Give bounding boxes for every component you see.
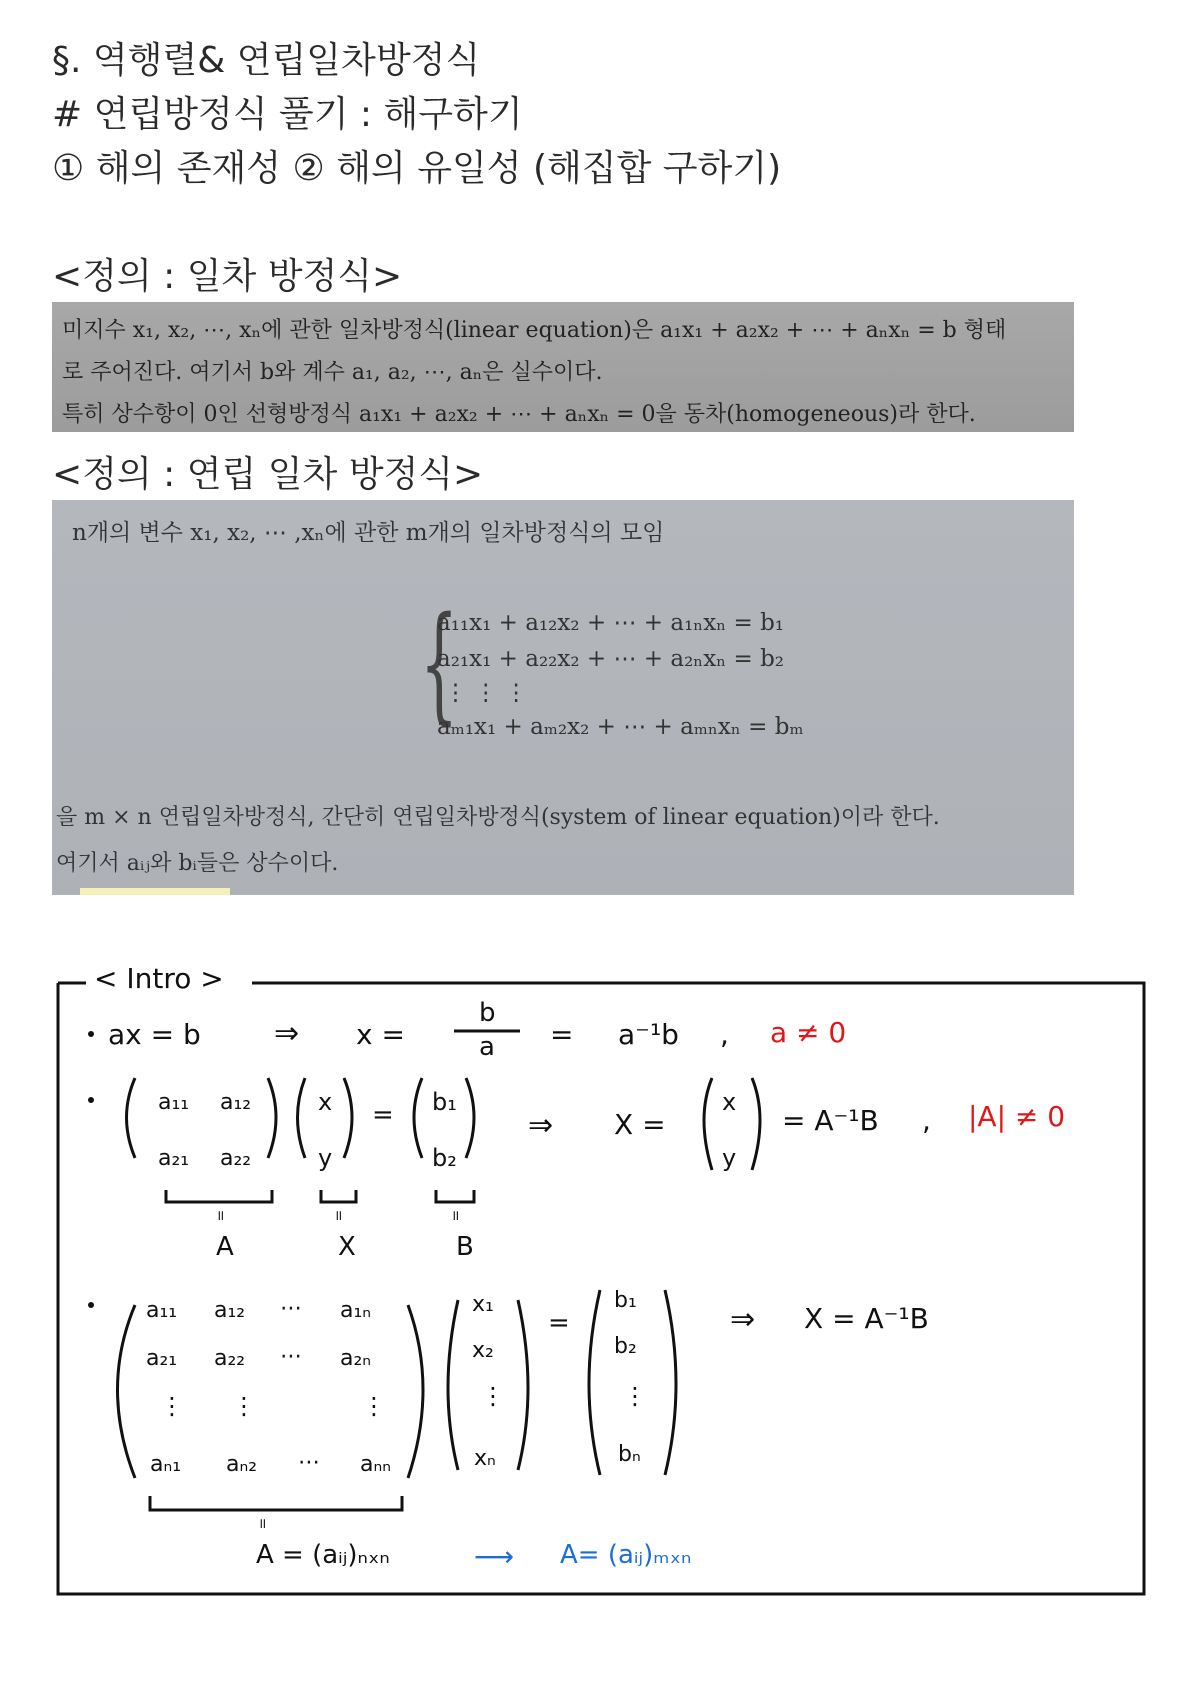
eq-ax-b: ax = b — [108, 1018, 201, 1051]
bracket-B — [436, 1190, 474, 1202]
arrow-1: ⇒ — [274, 1016, 300, 1051]
mn-a2n: a₂ₙ — [340, 1346, 372, 1371]
def1-line-3: 특히 상수항이 0인 선형방정식 a₁x₁ + a₂x₂ + ⋯ + aₙxₙ = 0을 동차(homogeneous)라 한다. — [62, 402, 976, 427]
mn-dots-1: ⋯ — [280, 1296, 302, 1321]
arrow-blue: ⟶ — [474, 1540, 515, 1573]
mn-vdots-3: ⋮ — [362, 1392, 386, 1420]
mn-vdots-1: ⋮ — [160, 1392, 184, 1420]
m2-a11: a₁₁ — [158, 1090, 190, 1115]
condition-a-nonzero: a ≠ 0 — [770, 1016, 847, 1049]
key-points: ① 해의 존재성 ② 해의 유일성 (해집합 구하기) — [52, 148, 782, 189]
mn-a1n: a₁ₙ — [340, 1298, 372, 1323]
v2-x: x — [722, 1088, 737, 1116]
bullet-3 — [88, 1302, 94, 1308]
def2-line-1: 을 m × n 연립일차방정식, 간단히 연립일차방정식(system of linear equation)이라 한다. — [56, 805, 940, 830]
label-A: A — [216, 1232, 234, 1262]
x2-x: x — [318, 1088, 333, 1116]
def1-line-1: 미지수 x₁, x₂, ⋯, xₙ에 관한 일차방정식(linear equation)은 a₁x₁ + a₂x₂ + ⋯ + aₙxₙ = b 형태 — [62, 318, 1007, 343]
bn-b2: b₂ — [614, 1334, 637, 1359]
m2-right-paren — [268, 1078, 276, 1158]
bn-left-paren — [589, 1290, 600, 1475]
bullet-2 — [88, 1097, 94, 1103]
m2-a12: a₁₂ — [220, 1090, 252, 1115]
rhs-X-A-inverse-B: X = A⁻¹B — [804, 1302, 929, 1335]
v2-y: y — [722, 1144, 737, 1172]
bn-bn: bₙ — [618, 1442, 641, 1467]
arrow-2: ⇒ — [528, 1108, 554, 1143]
x2-right-paren — [344, 1078, 352, 1158]
def2-line-2: 여기서 aᵢⱼ와 bᵢ들은 상수이다. — [56, 851, 339, 876]
m2-a22: a₂₂ — [220, 1146, 252, 1171]
comma-1: , — [720, 1018, 729, 1051]
bracket-X — [321, 1190, 356, 1202]
v2-left-paren — [704, 1078, 712, 1170]
definition-heading-system: <정의 : 연립 일차 방정식> — [52, 454, 484, 495]
intro-frame — [58, 983, 1144, 1594]
system-eq-dots: ⋮ ⋮ ⋮ — [444, 680, 528, 706]
xn-vdots: ⋮ — [481, 1382, 505, 1410]
mn-ann: aₙₙ — [360, 1452, 392, 1477]
equal-sign-An: ॥ — [258, 1516, 267, 1532]
label-B: B — [456, 1232, 474, 1262]
m2-left-paren — [127, 1078, 136, 1158]
xn-x2: x₂ — [472, 1338, 494, 1363]
intro-label: < Intro > — [94, 962, 224, 995]
mn-vdots-2: ⋮ — [232, 1392, 256, 1420]
system-eq-1: a₁₁x₁ + a₁₂x₂ + ⋯ + a₁ₙxₙ = b₁ — [437, 610, 785, 636]
x2-left-paren — [298, 1078, 306, 1158]
page-title: §. 역행렬& 연립일차방정식 — [52, 40, 481, 81]
rhs-A-inverse-B: = A⁻¹B — [782, 1104, 879, 1137]
x-equals: x = — [356, 1018, 405, 1051]
bn-vdots: ⋮ — [623, 1382, 647, 1410]
mn-right-paren — [408, 1305, 423, 1478]
bracket-An — [150, 1496, 402, 1510]
matrix-notation-mxn: A= (aᵢⱼ)ₘₓₙ — [560, 1540, 692, 1570]
b2-right-paren — [466, 1078, 474, 1158]
system-eq-m: aₘ₁x₁ + aₘ₂x₂ + ⋯ + aₘₙxₙ = bₘ — [437, 714, 804, 740]
equals-m2: = — [372, 1100, 394, 1130]
def1-line-2: 로 주어진다. 여기서 b와 계수 a₁, a₂, ⋯, aₙ은 실수이다. — [62, 360, 603, 385]
bn-right-paren — [665, 1290, 676, 1475]
mn-an1: aₙ₁ — [150, 1452, 182, 1477]
b2-left-paren — [414, 1078, 422, 1158]
fraction-numerator: b — [479, 998, 496, 1028]
b2-b1: b₁ — [432, 1088, 457, 1116]
equal-sign-B: ॥ — [451, 1208, 460, 1224]
system-brace: { — [420, 591, 459, 739]
mn-a22: a₂₂ — [214, 1346, 246, 1371]
matrix-notation-nxn: A = (aᵢⱼ)ₙₓₙ — [256, 1540, 390, 1570]
xn-xn: xₙ — [474, 1446, 496, 1471]
fraction-denominator: a — [479, 1032, 495, 1062]
mn-an2: aₙ₂ — [226, 1452, 258, 1477]
arrow-3: ⇒ — [730, 1302, 756, 1337]
bullet-1 — [88, 1031, 94, 1037]
mn-left-paren — [118, 1305, 136, 1478]
equal-sign-X: ॥ — [334, 1208, 343, 1224]
equals-2: = — [550, 1018, 574, 1051]
def2-intro: n개의 변수 x₁, x₂, ⋯ ,xₙ에 관한 m개의 일차방정식의 모임 — [72, 520, 665, 546]
mn-a12: a₁₂ — [214, 1298, 246, 1323]
comma-2: , — [922, 1104, 931, 1137]
equal-sign-A: ॥ — [216, 1208, 225, 1224]
mn-dots-2: ⋯ — [280, 1344, 302, 1369]
b2-b2: b₂ — [432, 1144, 457, 1172]
bn-b1: b₁ — [614, 1288, 637, 1313]
xn-x1: x₁ — [472, 1292, 494, 1317]
mn-a21: a₂₁ — [146, 1346, 178, 1371]
X-equals: X = — [614, 1108, 666, 1141]
page-subtitle: # 연립방정식 풀기 : 해구하기 — [52, 94, 523, 135]
mn-a11: a₁₁ — [146, 1298, 178, 1323]
m2-a21: a₂₁ — [158, 1146, 190, 1171]
xn-left-paren — [448, 1300, 458, 1470]
label-X: X — [338, 1232, 356, 1262]
xn-right-paren — [518, 1300, 528, 1470]
x2-y: y — [318, 1144, 333, 1172]
condition-det-nonzero: |A| ≠ 0 — [968, 1100, 1066, 1133]
mn-dots-3: ⋯ — [298, 1450, 320, 1475]
equals-mn: = — [548, 1308, 570, 1338]
system-eq-2: a₂₁x₁ + a₂₂x₂ + ⋯ + a₂ₙxₙ = b₂ — [437, 646, 785, 672]
a-inverse-b: a⁻¹b — [618, 1018, 679, 1051]
definition-heading-linear-equation: <정의 : 일차 방정식> — [52, 256, 403, 297]
bracket-A — [166, 1190, 272, 1202]
v2-right-paren — [752, 1078, 760, 1170]
